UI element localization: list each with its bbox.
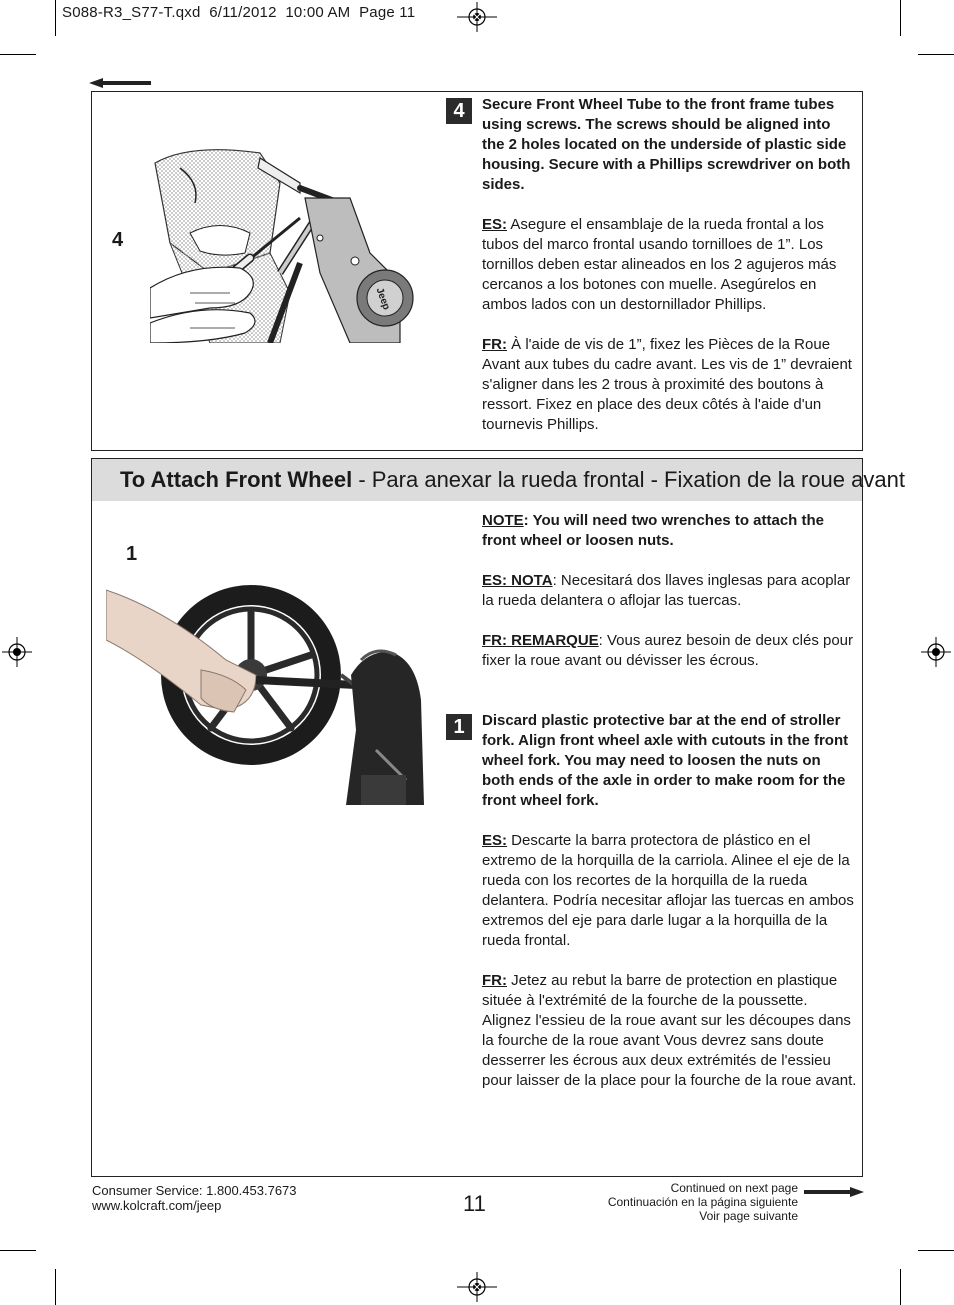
note-fr-text: : Vous aurez besoin de deux clés pour fixer la roue avant ou dévisser les écrous. — [482, 632, 854, 669]
step-1-es-text: Descarte la barra protectora de plástico en el extremo de la horquilla de la carriola. Alinee el eje de la rueda con los recortes de la horquilla de la rueda delantera. Podría necesitar aflojar las tuercas en ambos extremos del eje para darle lugar a la horquilla de la rueda frontal. — [482, 832, 854, 949]
crop-mark — [918, 54, 954, 55]
step-1-fr-text: Jetez au rebut la barre de protection en plastique située à l'extrémité de la fourche de la poussette. Alignez l'essieu de la roue avant sur les découpes dans la fourche de la roue avant Vous devrez sans doute desserrer les écrous aux deux extrémités de l'essieu pour laisser de la place pour la fourche de la roue avant. — [482, 972, 857, 1089]
note-en-text: : You will need two wrenches to attach the front wheel or loosen nuts. — [482, 512, 824, 549]
continued-es: Continuación en la página siguiente — [607, 1195, 798, 1209]
step-1-number: 1 — [446, 714, 472, 740]
back-arrow-icon — [89, 76, 153, 90]
step-1-fr — [482, 971, 857, 1091]
continued-note — [608, 1181, 798, 1223]
next-arrow-icon — [804, 1185, 864, 1199]
step-4-en: Secure Front Wheel Tube to the front frame tubes using screws. The screws should be aligned into the 2 holes located on the underside of plastic side housing. Secure with a Phillips screwdriver on both sides. — [482, 96, 851, 193]
consumer-service: Consumer Service: 1.800.453.7673 — [92, 1183, 297, 1198]
step-1-en: Discard plastic protective bar at the end of stroller fork. Align front wheel axle with cutouts in the front wheel fork. You may need to loosen the nuts on both ends of the axle in order to make room for the front wheel fork. — [482, 712, 849, 809]
figure-label: 1 — [126, 543, 138, 565]
crop-mark — [0, 54, 36, 55]
crop-mark — [918, 1250, 954, 1251]
continued-en: Continued on next page — [670, 1181, 798, 1195]
note-es-text: : Necesitará dos llaves inglesas para acoplar la rueda delantera o aflojar las tuercas. — [482, 572, 851, 609]
section-title-rest: - Para anexar la rueda frontal - Fixation de la roue avant — [352, 467, 905, 492]
figure-label: 4 — [112, 229, 124, 251]
section-title — [92, 459, 905, 501]
note-fr — [482, 631, 857, 671]
step-4-illustration — [150, 143, 430, 343]
fr-label: FR: — [482, 336, 507, 353]
fr-remarque-label: FR: REMARQUE — [482, 632, 599, 649]
step-4-number: 4 — [446, 98, 472, 124]
crop-mark — [0, 1250, 36, 1251]
es-label: ES: — [482, 216, 508, 233]
step-4-es-text: Asegure el ensamblaje de la rueda frontal a los tubos del marco frontal usando tornilloes de 1”. Los tornillos deben estar alineados en los 2 agujeros más cercanos a los botones con muelle. Asegúrelos en ambos lados con un destornillador Phillips. — [482, 216, 837, 313]
website-link[interactable]: www.kolcraft.com/jeep — [92, 1198, 222, 1213]
registration-mark-icon — [457, 2, 497, 32]
registration-mark-icon — [921, 637, 951, 667]
step-1-photo — [106, 580, 436, 805]
step-1-text — [482, 711, 857, 1111]
section-title-bold: To Attach Front Wheel — [120, 467, 353, 492]
note-text — [482, 511, 857, 691]
note-es — [482, 571, 857, 611]
jeep-logo: Jeep — [373, 286, 392, 312]
es-nota-label: ES: NOTA — [482, 572, 553, 589]
registration-mark-icon — [457, 1272, 497, 1302]
note-en — [482, 511, 857, 551]
fr-label: FR: — [482, 972, 507, 989]
es-label: ES: — [482, 832, 508, 849]
step-1-es — [482, 831, 857, 951]
registration-mark-icon — [2, 637, 32, 667]
note-label: NOTE — [482, 512, 524, 529]
step-4-text — [482, 95, 857, 455]
step-4-es — [482, 215, 857, 315]
page-number: 11 — [463, 1191, 486, 1216]
crop-mark — [900, 0, 901, 36]
footer-contact — [92, 1183, 297, 1213]
step-4-fr-text: À l'aide de vis de 1”, fixez les Pièces de la Roue Avant aux tubes du cadre avant. Les vis de 1” devraient s'aligner dans les 2 trous à proximité des boutons à ressort. Fixez en place des deux côtés à l'aide d'un tournevis Phillips. — [482, 336, 852, 433]
step-4-fr — [482, 335, 857, 435]
crop-mark — [55, 0, 56, 36]
file-slug: S088-R3_S77-T.qxd 6/11/2012 10:00 AM Page 11 — [62, 4, 416, 21]
crop-mark — [55, 1269, 56, 1305]
continued-fr: Voir page suivante — [699, 1209, 798, 1223]
crop-mark — [900, 1269, 901, 1305]
